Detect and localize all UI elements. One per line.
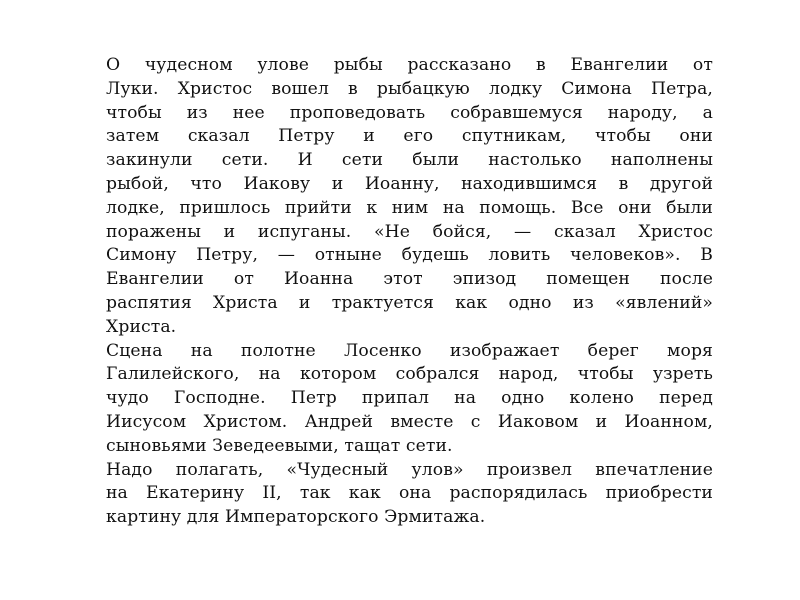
text-line: затем сказал Петру и его спутникам, чтобы они bbox=[106, 126, 713, 147]
text-line: Сцена на полотне Лосенко изображает берег моря bbox=[106, 340, 713, 361]
text-line: на Екатерину II, так как она распорядилась приобрести bbox=[106, 483, 713, 504]
text-line: лодке, пришлось прийти к ним на помощь. Все они были bbox=[106, 197, 713, 218]
text-line: сыновьями Зеведеевыми, тащат сети. bbox=[106, 435, 453, 456]
text-line: Евангелии от Иоанна этот эпизод помещен после bbox=[106, 269, 713, 290]
text-line: распятия Христа и трактуется как одно из «явлений» bbox=[106, 292, 713, 313]
text-line: рыбой, что Иакову и Иоанну, находившимся в другой bbox=[106, 173, 713, 194]
text-line: Галилейского, на котором собрался народ, чтобы узреть bbox=[106, 364, 713, 385]
text-line: Иисусом Христом. Андрей вместе с Иаковом и Иоанном, bbox=[106, 411, 713, 432]
text-line: картину для Императорского Эрмитажа. bbox=[106, 507, 486, 528]
body-text bbox=[106, 54, 713, 530]
text-line: Луки. Христос вошел в рыбацкую лодку Симона Петра, bbox=[106, 78, 713, 99]
text-line: чудо Господне. Петр припал на одно колено перед bbox=[106, 388, 713, 409]
text-line: поражены и испуганы. «Не бойся, — сказал Христос bbox=[106, 221, 713, 242]
text-line: чтобы из нее проповедовать собравшемуся народу, а bbox=[106, 102, 713, 123]
text-line: О чудесном улове рыбы рассказано в Евангелии от bbox=[106, 55, 713, 75]
text-line: Симону Петру, — отныне будешь ловить человеков». В bbox=[106, 245, 713, 266]
text-line: Надо полагать, «Чудесный улов» произвел впечатление bbox=[106, 459, 713, 480]
text-line: Христа. bbox=[106, 316, 177, 337]
text-line: закинули сети. И сети были настолько наполнены bbox=[106, 150, 713, 171]
